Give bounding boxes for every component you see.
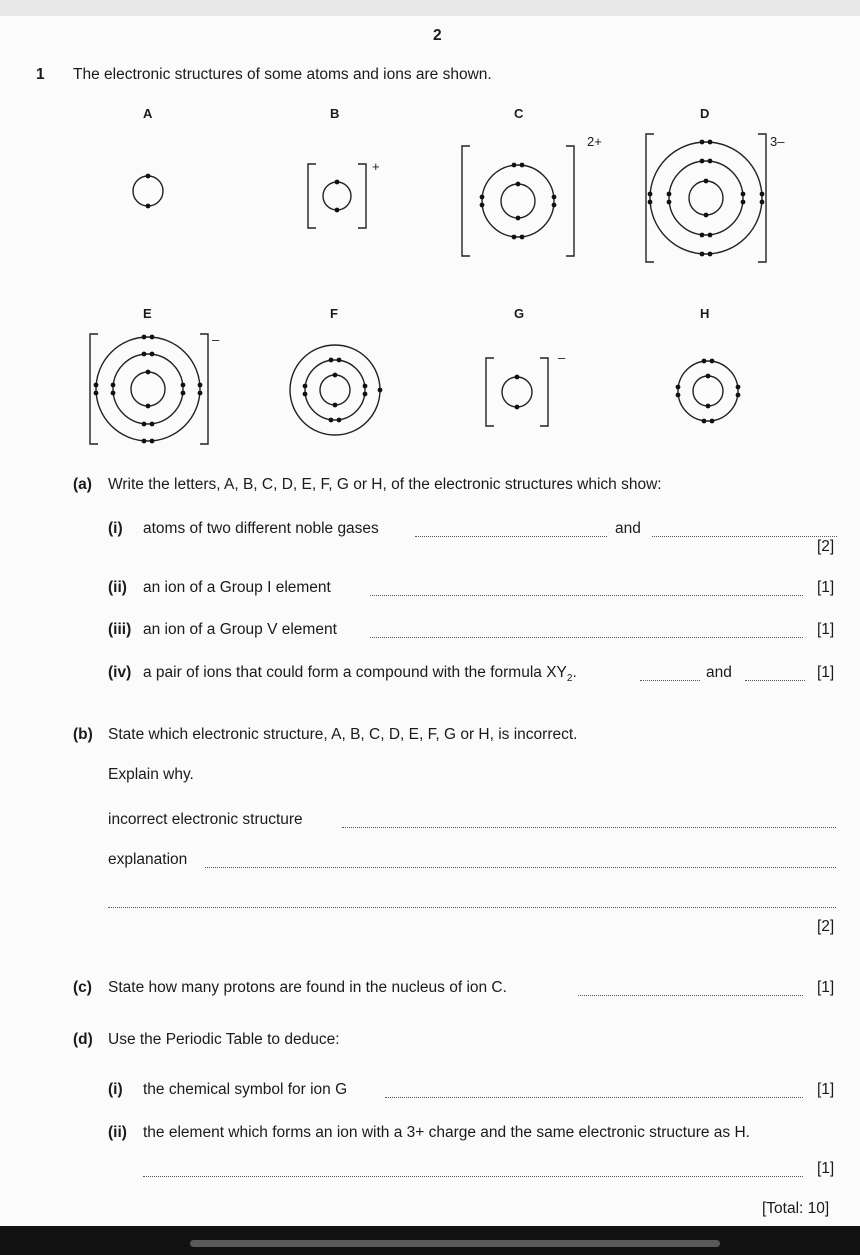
structure-d-diagram [640,130,780,266]
part-a-iv-and: and [706,664,732,681]
answer-line-b-explanation-2[interactable] [108,907,836,908]
label-c: C [514,106,524,121]
answer-line-b-explanation-1[interactable] [205,867,836,868]
part-a-ii-num: (ii) [108,579,127,596]
part-a-i-text: atoms of two different noble gases [143,520,379,537]
part-a-iii-num: (iii) [108,621,132,638]
charge-e: – [212,332,220,347]
part-b-marks: [2] [817,918,835,935]
answer-line-a-ii[interactable] [370,595,803,596]
question-number: 1 [36,66,45,83]
structure-g-diagram [480,352,564,432]
part-b-letter: (b) [73,726,93,743]
label-f: F [330,306,338,321]
part-a-iv-marks: [1] [817,664,835,681]
answer-line-a-i-2[interactable] [652,536,837,537]
part-a-letter: (a) [73,476,92,493]
part-a-iv-period: . [572,664,577,681]
part-a-stem: Write the letters, A, B, C, D, E, F, G or H, of the electronic structures which show: [108,476,662,493]
part-a-iv-num: (iv) [108,664,132,681]
label-e: E [143,306,152,321]
charge-g: – [558,350,566,365]
answer-line-b-incorrect[interactable] [342,827,836,828]
part-a-iii-marks: [1] [817,621,835,638]
part-b-incorrect-label: incorrect electronic structure [108,811,303,828]
total-marks: [Total: 10] [762,1200,830,1217]
part-d-i-marks: [1] [817,1081,835,1098]
exam-page [0,16,860,1226]
part-b-stem: State which electronic structure, A, B, C, D, E, F, G or H, is incorrect. [108,726,578,743]
part-a-iii-text: an ion of a Group V element [143,621,337,638]
structure-f-diagram [280,342,396,438]
part-a-iv-formula-text: a pair of ions that could form a compound with the formula XY [143,664,567,681]
charge-c: 2+ [587,134,602,149]
charge-d: 3– [770,134,785,149]
part-d-ii-num: (ii) [108,1124,127,1141]
structure-a-diagram [128,171,168,211]
structure-e-diagram [84,330,220,448]
part-c-text: State how many protons are found in the nucleus of ion C. [108,979,507,996]
part-c-marks: [1] [817,979,835,996]
structure-c-diagram [456,142,586,260]
label-g: G [514,306,525,321]
part-d-i-text: the chemical symbol for ion G [143,1081,348,1098]
page-number: 2 [433,27,442,44]
top-bar [0,0,860,16]
answer-line-a-iii[interactable] [370,637,803,638]
part-a-i-num: (i) [108,520,123,537]
part-d-ii-text: the element which forms an ion with a 3+ charge and the same electronic structure as H. [143,1124,750,1141]
label-d: D [700,106,710,121]
part-d-stem: Use the Periodic Table to deduce: [108,1031,340,1048]
part-b-explanation-label: explanation [108,851,188,868]
home-indicator[interactable] [190,1240,720,1247]
answer-line-a-iv-2[interactable] [745,680,805,681]
label-h: H [700,306,710,321]
question-intro: The electronic structures of some atoms and ions are shown. [73,66,492,83]
part-a-iv-text [143,664,577,688]
answer-line-d-ii[interactable] [143,1176,803,1177]
charge-b: + [372,159,380,174]
part-d-ii-marks: [1] [817,1160,835,1177]
part-b-explain: Explain why. [108,766,194,783]
answer-line-c[interactable] [578,995,803,996]
answer-line-d-i[interactable] [385,1097,803,1098]
label-b: B [330,106,340,121]
answer-line-a-i-1[interactable] [415,536,607,537]
structure-h-diagram [670,351,750,431]
part-a-iv-subscript: 2 [566,673,573,685]
label-a: A [143,106,153,121]
part-d-letter: (d) [73,1031,93,1048]
part-a-i-and: and [615,520,641,537]
part-a-i-marks: [2] [817,538,835,555]
part-c-letter: (c) [73,979,92,996]
part-d-i-num: (i) [108,1081,123,1098]
part-a-ii-text: an ion of a Group I element [143,579,331,596]
answer-line-a-iv-1[interactable] [640,680,700,681]
part-a-ii-marks: [1] [817,579,835,596]
